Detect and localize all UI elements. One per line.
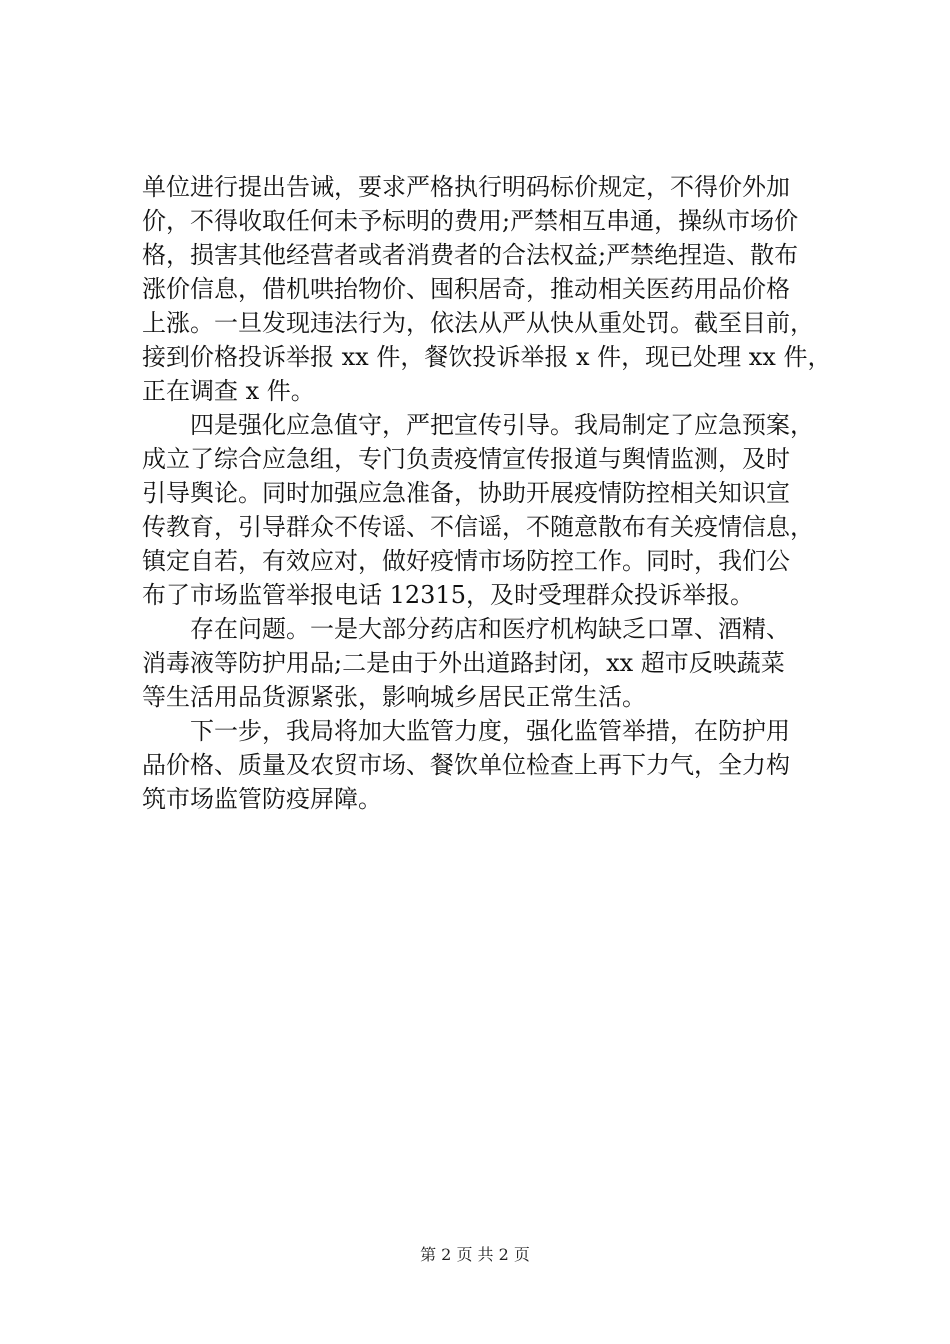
paragraph-start-line: 下一步，我局将加大监管力度，强化监管举措，在防护用 — [190, 717, 790, 745]
page-footer — [0, 1245, 950, 1265]
text-line: 价，不得收取任何未予标明的费用;严禁相互串通，操纵市场价 — [142, 207, 799, 235]
text-line: 格，损害其他经营者或者消费者的合法权益;严禁绝捏造、散布 — [142, 241, 799, 269]
text-line: 引导舆论。同时加强应急准备，协助开展疫情防控相关知识宣 — [142, 479, 790, 507]
text-line: 传教育，引导群众不传谣、不信谣，不随意散布有关疫情信息， — [142, 513, 814, 541]
text-line: 涨价信息，借机哄抬物价、囤积居奇，推动相关医药用品价格 — [142, 275, 790, 303]
document-body — [142, 170, 832, 816]
text-line: 上涨。一旦发现违法行为，依法从严从快从重处罚。截至目前， — [142, 309, 814, 337]
paragraph-start-line: 四是强化应急值守，严把宣传引导。我局制定了应急预案， — [190, 411, 814, 439]
text-line: 品价格、质量及农贸市场、餐饮单位检查上再下力气，全力构 — [142, 751, 790, 779]
text-line: 正在调查 x 件。 — [142, 377, 315, 405]
text-line: 单位进行提出告诫，要求严格执行明码标价规定，不得价外加 — [142, 173, 790, 201]
text-line: 消毒液等防护用品;二是由于外出道路封闭，xx 超市反映蔬菜 — [142, 649, 785, 677]
text-line: 等生活用品货源紧张，影响城乡居民正常生活。 — [142, 683, 646, 711]
text-line: 接到价格投诉举报 xx 件，餐饮投诉举报 x 件，现已处理 xx 件， — [142, 343, 832, 371]
paragraph-start-line: 存在问题。一是大部分药店和医疗机构缺乏口罩、酒精、 — [190, 615, 790, 643]
page-number-label: 第 2 页 共 2 页 — [420, 1245, 530, 1264]
text-line: 镇定自若，有效应对，做好疫情市场防控工作。同时，我们公 — [142, 547, 790, 575]
text-line: 筑市场监管防疫屏障。 — [142, 785, 382, 813]
text-line: 成立了综合应急组，专门负责疫情宣传报道与舆情监测，及时 — [142, 445, 790, 473]
text-line: 布了市场监管举报电话 12315，及时受理群众投诉举报。 — [142, 581, 754, 609]
